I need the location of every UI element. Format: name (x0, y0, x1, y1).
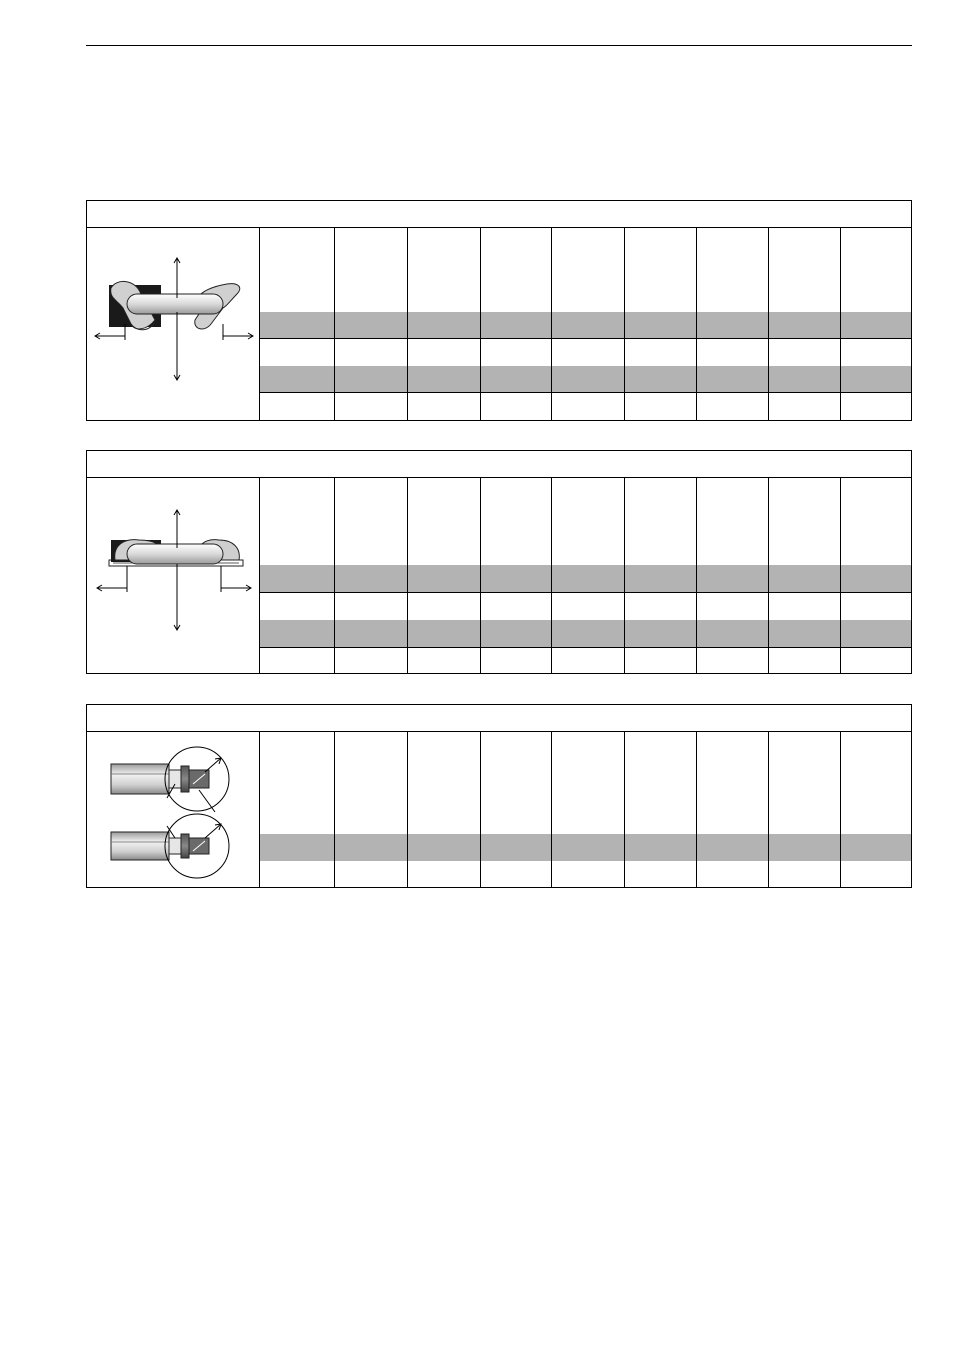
table-3-row-shaded (260, 834, 911, 861)
table-1-data-grid (260, 228, 911, 420)
table-3-col-divider (480, 732, 481, 887)
table-2-col-divider (840, 478, 841, 673)
table-2-title (87, 451, 911, 478)
table-2-row-rule (260, 647, 911, 648)
cable-grip-top-view-illustration (87, 228, 260, 420)
table-1-col-divider (407, 228, 408, 420)
table-1-row-rule (260, 392, 911, 393)
table-1-col-divider (334, 228, 335, 420)
table-1-col-divider (840, 228, 841, 420)
table-3-figure-cell (87, 732, 260, 887)
table-1-col-divider (624, 228, 625, 420)
table-1-figure-cell (87, 228, 260, 420)
table-1-row-shaded (260, 366, 911, 392)
spec-table-3 (86, 704, 912, 888)
fitting-detail-illustration (87, 732, 260, 887)
page-header-rule (86, 45, 912, 46)
table-3-data-grid (260, 732, 911, 887)
table-1-col-divider (696, 228, 697, 420)
table-2-row-shaded (260, 565, 911, 592)
table-3-title (87, 705, 911, 732)
table-3-col-divider (840, 732, 841, 887)
table-2-col-divider (696, 478, 697, 673)
table-2-row-rule (260, 592, 911, 593)
table-3-col-divider (334, 732, 335, 887)
table-2-col-divider (624, 478, 625, 673)
table-2-col-divider (480, 478, 481, 673)
table-2-col-divider (768, 478, 769, 673)
table-3-col-divider (696, 732, 697, 887)
table-2-col-divider (551, 478, 552, 673)
cable-grip-flat-view-illustration (87, 478, 260, 673)
table-3-col-divider (624, 732, 625, 887)
table-2-figure-cell (87, 478, 260, 673)
spec-table-1 (86, 200, 912, 421)
table-2-col-divider (407, 478, 408, 673)
spec-table-2 (86, 450, 912, 674)
table-1-col-divider (768, 228, 769, 420)
table-3-col-divider (768, 732, 769, 887)
table-3-col-divider (407, 732, 408, 887)
table-2-row-shaded (260, 620, 911, 647)
table-3-col-divider (551, 732, 552, 887)
table-1-row-shaded (260, 312, 911, 338)
table-1-row-rule (260, 338, 911, 339)
table-1-title (87, 201, 911, 228)
table-2-data-grid (260, 478, 911, 673)
table-1-col-divider (551, 228, 552, 420)
table-2-col-divider (334, 478, 335, 673)
table-1-col-divider (480, 228, 481, 420)
